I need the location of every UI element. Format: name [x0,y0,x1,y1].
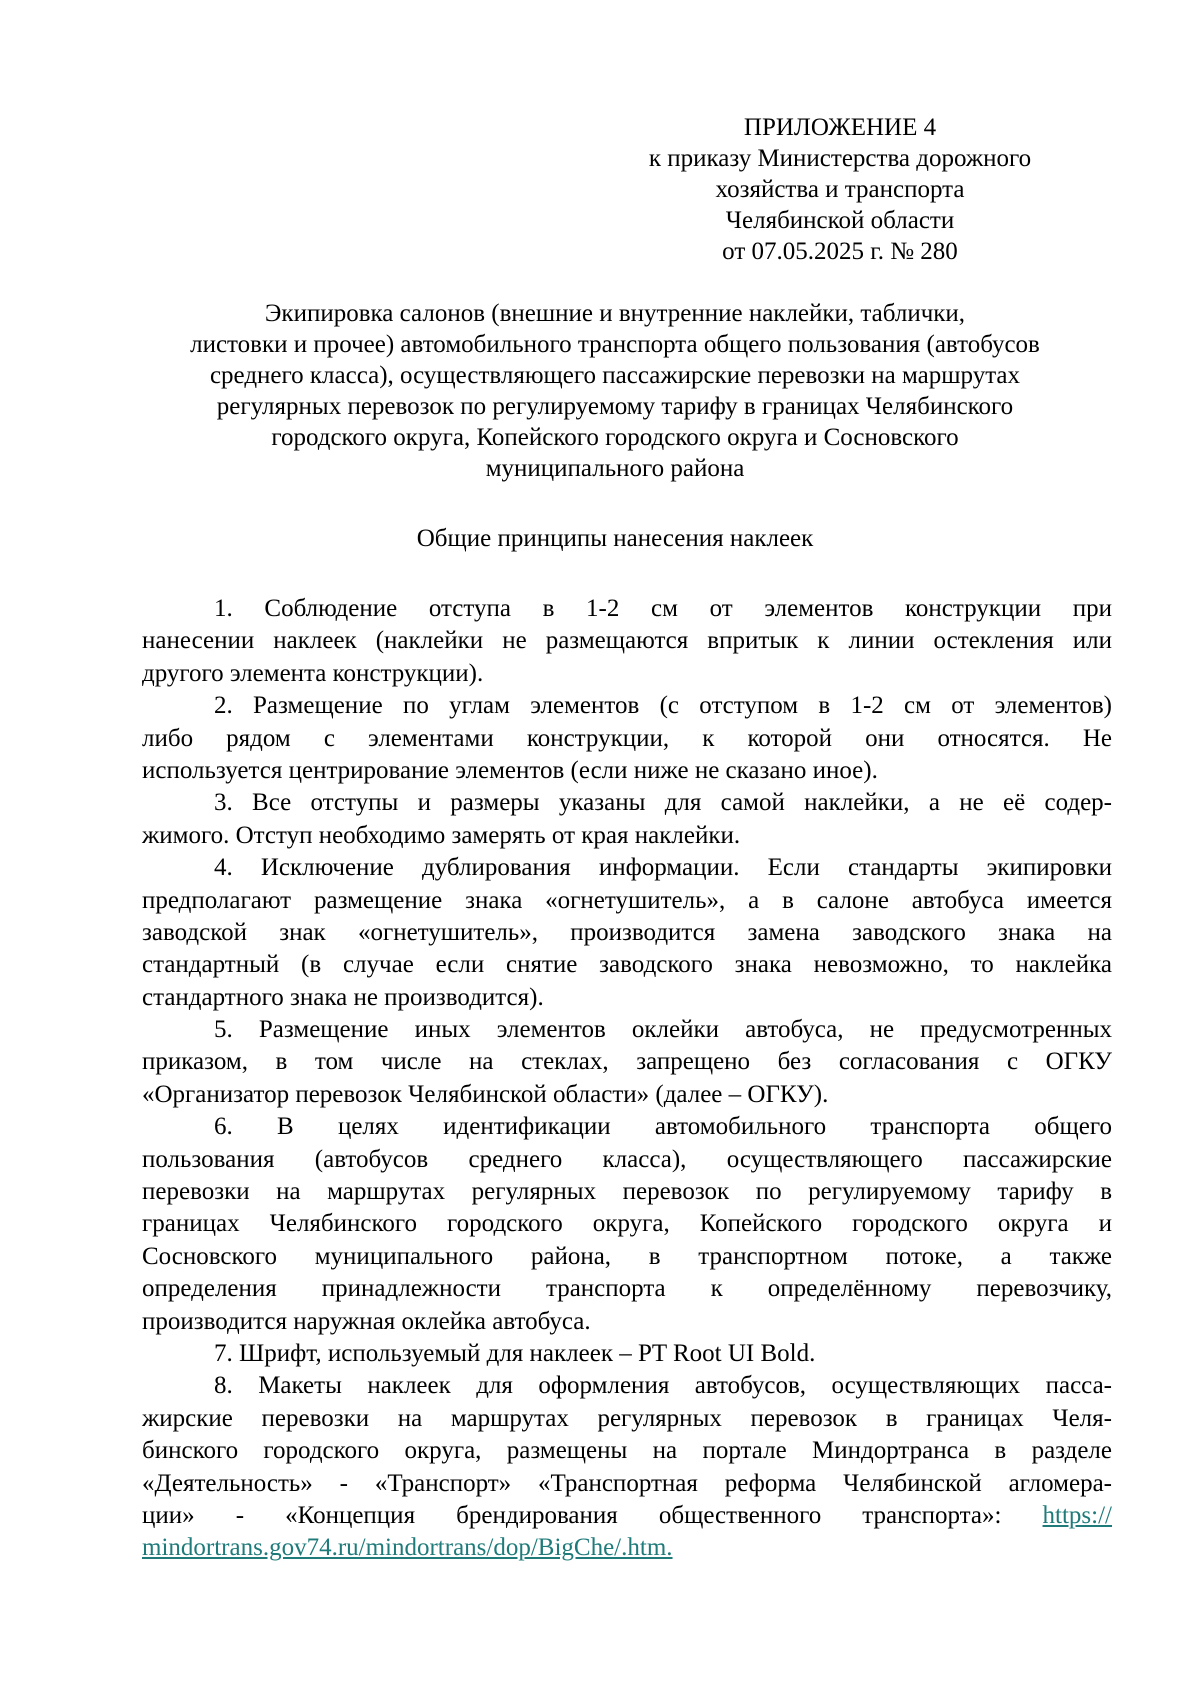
body-line: стандартного знака не производится). [142,983,544,1011]
body-line: 4. Исключение дублирования информации. Если стандарты экипировки [214,854,1112,882]
title-line: городского округа, Копейского городского округа и Сосновского [271,424,959,451]
body-line: 6. В целях идентификации автомобильного транспорта общего [214,1113,1112,1141]
body-line: жимого. Отступ необходимо замерять от края наклейки. [142,821,741,849]
title-line: листовки и прочее) автомобильного транспорта общего пользования (автобусов [190,331,1040,358]
body-line: 8. Макеты наклеек для оформления автобусов, осуществляющих пасса- [214,1372,1112,1400]
appendix-line: к приказу Министерства дорожного [648,145,1032,172]
document-title [130,298,1100,484]
body-line: «Организатор перевозок Челябинской области» (далее – ОГКУ). [142,1080,829,1108]
title-line: Экипировка салонов (внешние и внутренние наклейки, таблички, [264,300,966,327]
body-line: жирские перевозки на маршрутах регулярных перевозок в границах Челя- [142,1404,1112,1432]
appendix-line: ПРИЛОЖЕНИЕ 4 [743,114,937,141]
body-line: пользования (автобусов среднего класса), осуществляющего пассажирские [142,1145,1112,1173]
body-line: предполагают размещение знака «огнетушитель», а в салоне автобуса имеется [142,886,1112,914]
title-line: муниципального района [485,455,745,482]
body-line: нанесении наклеек (наклейки не размещаются впритык к линии остекления или [142,627,1112,655]
section-subtitle: Общие принципы нанесения наклеек [416,525,814,552]
body-line-with-link [142,1500,1112,1532]
body-line-text: ции» - «Концепция брендирования общественного транспорта»: [142,1501,1002,1529]
body-line: 7. Шрифт, используемый для наклеек – PT Root UI Bold. [214,1339,816,1367]
body-line-link [142,1532,1112,1564]
body-line: 2. Размещение по углам элементов (с отступом в 1-2 см от элементов) [214,692,1112,720]
appendix-line: хозяйства и транспорта [715,176,965,203]
body-line: другого элемента конструкции). [142,659,484,687]
mindortrans-link-part2[interactable]: mindortrans.gov74.ru/mindortrans/dop/BigChe/.htm. [142,1534,673,1562]
title-line: регулярных перевозок по регулируемому тарифу в границах Челябинского [216,393,1014,420]
title-line: среднего класса), осуществляющего пассажирские перевозки на маршрутах [209,362,1021,389]
body-line: перевозки на маршрутах регулярных перевозок по регулируемому тарифу в [142,1178,1112,1206]
appendix-line: от 07.05.2025 г. № 280 [722,238,958,265]
body-line: определения принадлежности транспорта к определённому перевозчику, [142,1275,1112,1303]
body-line: либо рядом с элементами конструкции, к которой они относятся. Не [142,724,1112,752]
appendix-line: Челябинской области [725,207,955,234]
body-line: Сосновского муниципального района, в транспортном потоке, а также [142,1242,1112,1270]
body-line: 3. Все отступы и размеры указаны для самой наклейки, а не её содер- [214,789,1112,817]
mindortrans-link-part1[interactable]: https:// [1042,1501,1112,1529]
body-line: границах Челябинского городского округа, Копейского городского округа и [142,1210,1112,1238]
appendix-header [580,112,1100,267]
body-line: используется центрирование элементов (если ниже не сказано иное). [142,756,878,784]
document-body [142,593,1112,1565]
body-line: «Деятельность» - «Транспорт» «Транспортная реформа Челябинской агломера- [142,1469,1112,1497]
body-line: заводской знак «огнетушитель», производится замена заводского знака на [142,918,1112,946]
body-line: производится наружная оклейка автобуса. [142,1307,591,1335]
body-line: 5. Размещение иных элементов оклейки автобуса, не предусмотренных [214,1016,1112,1044]
body-line: 1. Соблюдение отступа в 1-2 см от элементов конструкции при [214,595,1112,622]
body-line: приказом, в том числе на стеклах, запрещено без согласования с ОГКУ [142,1048,1112,1076]
body-line: стандартный (в случае если снятие заводского знака невозможно, то наклейка [142,951,1112,979]
body-line: бинского городского округа, размещены на портале Миндортранса в разделе [142,1437,1112,1465]
